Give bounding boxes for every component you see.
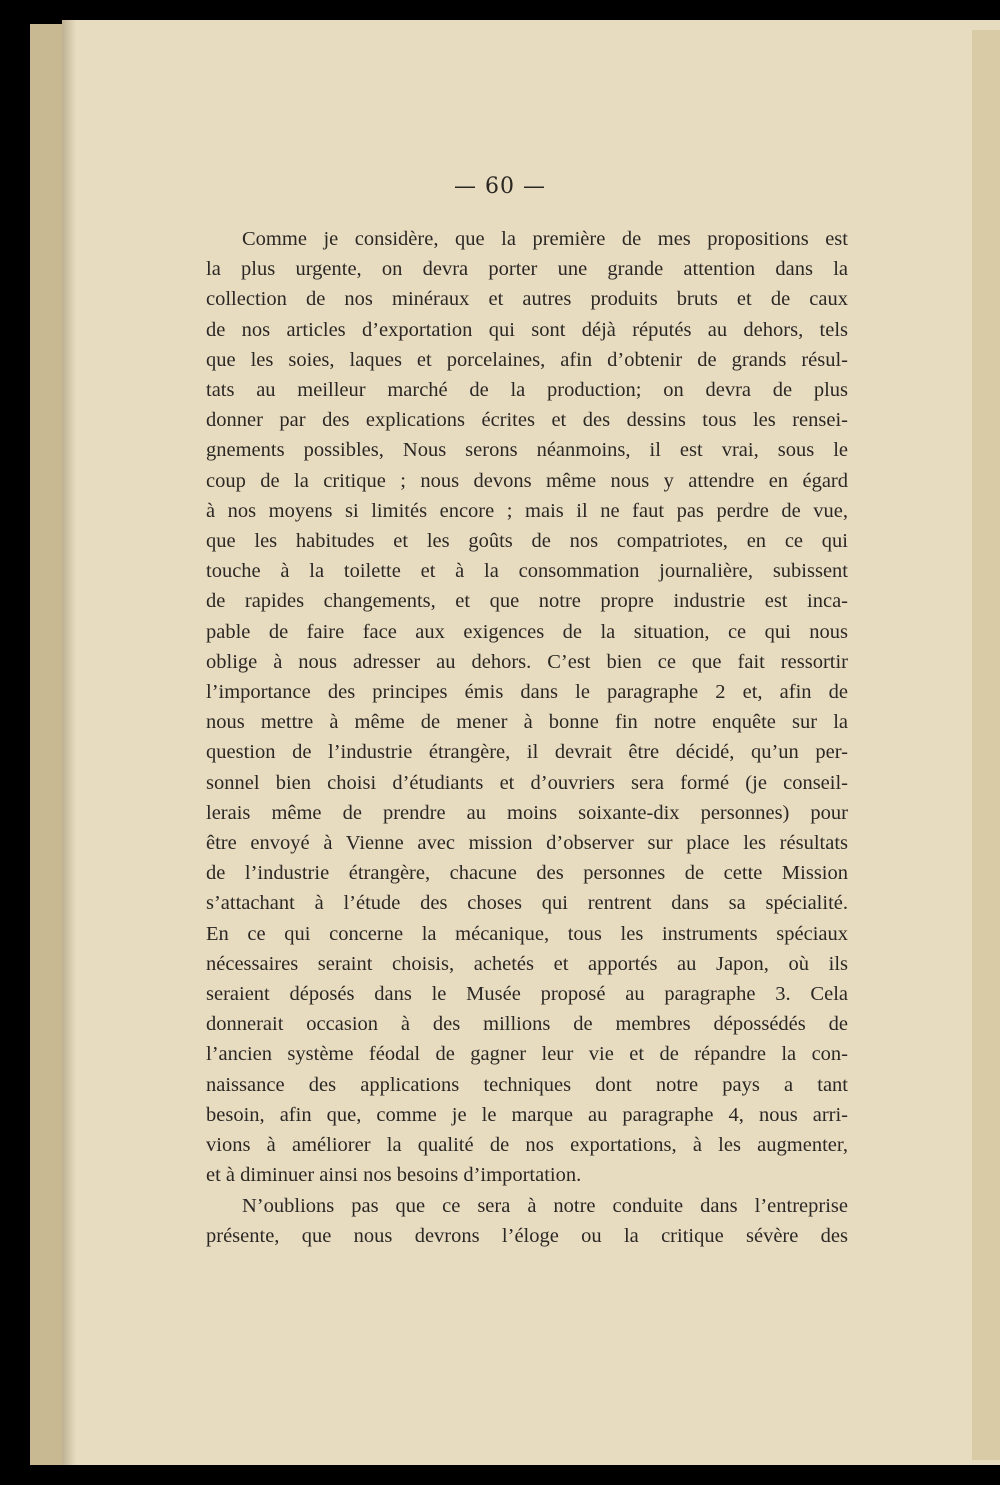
- text-line: s’attachant à l’étude des choses qui rentrent dans sa spécialité.: [206, 892, 848, 915]
- text-line: collection de nos minéraux et autres produits bruts et de caux: [206, 288, 848, 311]
- text-line: à nos moyens si limités encore ; mais il ne faut pas perdre de vue,: [206, 499, 848, 522]
- text-line: de rapides changements, et que notre propre industrie est inca-: [206, 590, 848, 613]
- text-line: touche à la toilette et à la consommation journalière, subissent: [206, 560, 848, 583]
- text-line: seraient déposés dans le Musée proposé au paragraphe 3. Cela: [206, 983, 848, 1006]
- text-line: nous mettre à même de mener à bonne fin notre enquête sur la: [206, 711, 848, 734]
- page-number: — 60 —: [454, 174, 546, 199]
- text-line: être envoyé à Vienne avec mission d’observer sur place les résultats: [206, 832, 848, 855]
- text-line: gnements possibles, Nous serons néanmoins, il est vrai, sous le: [206, 439, 848, 462]
- text-line: pable de faire face aux exigences de la situation, ce qui nous: [206, 620, 848, 643]
- text-line: présente, que nous devrons l’éloge ou la critique sévère des: [206, 1224, 848, 1247]
- text-line: question de l’industrie étrangère, il devrait être décidé, qu’un per-: [206, 741, 848, 764]
- text-line: de l’industrie étrangère, chacune des personnes de cette Mission: [206, 862, 848, 885]
- text-line: et à diminuer ainsi nos besoins d’importation.: [206, 1164, 582, 1187]
- text-line: vions à améliorer la qualité de nos exportations, à les augmenter,: [206, 1134, 848, 1157]
- text-line: l’ancien système féodal de gagner leur vie et de répandre la con-: [206, 1043, 848, 1066]
- text-line: besoin, afin que, comme je le marque au paragraphe 4, nous arri-: [206, 1103, 848, 1126]
- text-line: coup de la critique ; nous devons même nous y attendre en égard: [206, 469, 848, 492]
- text-line: lerais même de prendre au moins soixante-dix personnes) pour: [206, 801, 848, 824]
- text-line: la plus urgente, on devra porter une grande attention dans la: [206, 258, 848, 281]
- text-line: En ce qui concerne la mécanique, tous les instruments spéciaux: [206, 922, 848, 945]
- text-line: naissance des applications techniques dont notre pays a tant: [206, 1073, 848, 1096]
- text-line: de nos articles d’exportation qui sont déjà réputés au dehors, tels: [206, 318, 848, 341]
- text-line: que les habitudes et les goûts de nos compatriotes, en ce qui: [206, 530, 848, 553]
- text-line: que les soies, laques et porcelaines, afin d’obtenir de grands résul-: [206, 348, 848, 371]
- text-line: tats au meilleur marché de la production; on devra de plus: [206, 379, 848, 402]
- facing-page-edge: [972, 30, 1000, 1460]
- text-line: nécessaires seraint choisis, achetés et apportés au Japon, où ils: [206, 952, 848, 975]
- text-line: oblige à nous adresser au dehors. C’est bien ce que fait ressortir: [206, 650, 848, 673]
- text-line: l’importance des principes émis dans le paragraphe 2 et, afin de: [206, 681, 848, 704]
- binding-shadow: [62, 20, 76, 1465]
- text-line: N’oublions pas que ce sera à notre conduite dans l’entreprise: [242, 1194, 848, 1217]
- text-line: donnerait occasion à des millions de membres dépossédés de: [206, 1013, 848, 1036]
- text-line: sonnel bien choisi d’étudiants et d’ouvriers sera formé (je conseil-: [206, 771, 848, 794]
- text-line: Comme je considère, que la première de mes propositions est: [242, 228, 848, 250]
- body-text: [206, 224, 848, 1251]
- text-line: donner par des explications écrites et des dessins tous les rensei-: [206, 409, 848, 432]
